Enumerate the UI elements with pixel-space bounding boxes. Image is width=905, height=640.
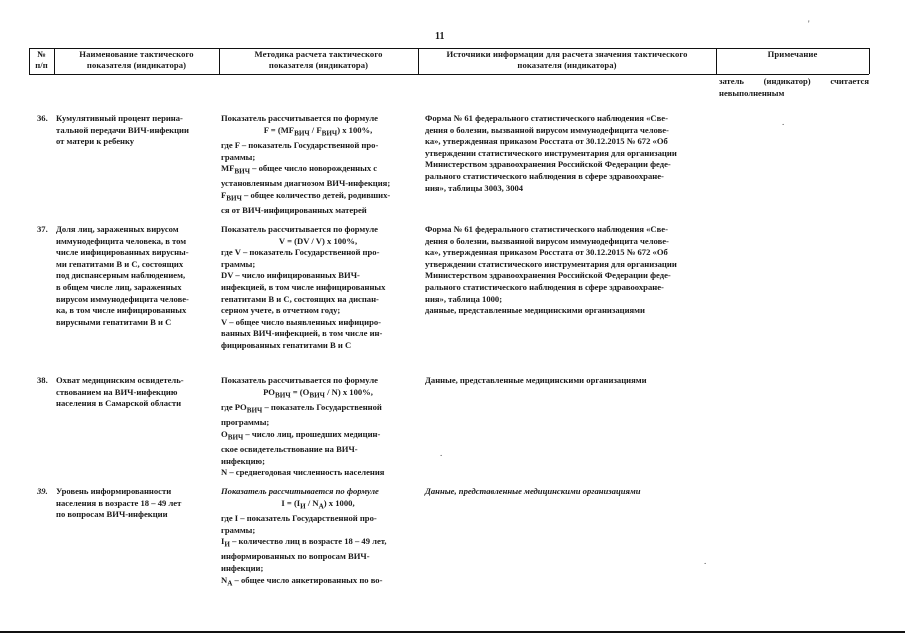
text-line: Охват медицинским освидетель- bbox=[56, 375, 184, 385]
text-line: граммы; bbox=[221, 258, 256, 269]
text-line: граммы; bbox=[221, 151, 256, 162]
text-line: где F – показатель Государственной про- bbox=[221, 139, 379, 150]
text-line: инфекцией, в том числе инфицированных bbox=[221, 281, 386, 292]
text-line: рального статистического наблюдения в сфере здравоохране- bbox=[425, 281, 664, 292]
text-line: $O_{ВИЧ}$ – число лиц, прошедших медицин- bbox=[221, 428, 381, 442]
text-line: от матери к ребенку bbox=[56, 136, 135, 147]
page-number: 11 bbox=[435, 31, 445, 42]
text-line: Форма № 61 федерального статистического наблюдения «Све- bbox=[425, 113, 668, 123]
text-line: где I – показатель Государственной про- bbox=[221, 512, 377, 523]
text-line: вирусом иммунодефицита челове- bbox=[56, 293, 189, 304]
scan-mark: ' bbox=[808, 19, 810, 29]
information-source bbox=[425, 113, 715, 194]
calculation-method bbox=[221, 375, 415, 479]
text-line: Данные, представленные медицинскими организациями bbox=[425, 486, 641, 496]
formula: $F = (MF_{ВИЧ} / F_{ВИЧ})$ x 100%, bbox=[263, 124, 373, 138]
header-note-column bbox=[716, 49, 869, 73]
text-line: ка», утвержденная приказом Росстата от 30.12.2015 № 672 «Об bbox=[425, 247, 668, 258]
header-source-column bbox=[418, 49, 716, 73]
text-line: Показатель рассчитывается по формуле bbox=[221, 113, 378, 123]
text-line: инфекцию; bbox=[221, 455, 265, 466]
header-method-column bbox=[219, 49, 418, 73]
text-line: дения о болезни, вызванной вирусом иммунодефицита челове- bbox=[425, 124, 669, 135]
text-line: граммы; bbox=[221, 524, 256, 535]
indicator-name bbox=[56, 224, 216, 328]
text-line: Министерством здравоохранения Российской Федерации феде- bbox=[425, 159, 671, 170]
text-line: ванных ВИЧ-инфекцией, в том числе ин- bbox=[221, 328, 383, 339]
text-line: утверждении статистического инструментария для организации bbox=[425, 258, 677, 269]
formula: $PO_{ВИЧ} = (O_{ВИЧ} / N)$ x 100%, bbox=[263, 386, 373, 400]
text-line: ния», таблицы 3003, 3004 bbox=[425, 182, 524, 193]
text-line: Министерством здравоохранения Российской Федерации феде- bbox=[425, 270, 671, 281]
calculation-method bbox=[221, 486, 415, 590]
header-line: п/п bbox=[35, 60, 48, 70]
table-header-bottom-rule bbox=[29, 74, 869, 75]
header-number-column bbox=[29, 49, 54, 73]
text-line: установленным диагнозом ВИЧ-инфекция; bbox=[221, 178, 391, 189]
page-bottom-rule bbox=[0, 631, 905, 633]
text-line: где V – показатель Государственной про- bbox=[221, 247, 380, 258]
text-line: населения в возрасте 18 – 49 лет bbox=[56, 497, 182, 508]
text-line: гепатитами В и С, состоящих на диспан- bbox=[221, 293, 379, 304]
text-line: вирусными гепатитами В и С bbox=[56, 316, 172, 327]
text-line: ствованием на ВИЧ-инфекцию bbox=[56, 386, 178, 397]
information-source bbox=[425, 486, 715, 498]
text-line: тальной передачи ВИЧ-инфекции bbox=[56, 124, 189, 135]
text-line: Доля лиц, зараженных вирусом bbox=[56, 224, 179, 234]
text-line: программы; bbox=[221, 417, 270, 428]
scan-mark: . bbox=[782, 117, 785, 127]
scan-mark: . bbox=[440, 448, 443, 458]
text-line: ми гепатитами В и С, состоящих bbox=[56, 258, 184, 269]
header-line: показателя (индикатора) bbox=[86, 60, 187, 70]
header-line: № bbox=[37, 49, 46, 59]
text-line: Показатель рассчитывается по формуле bbox=[221, 224, 378, 234]
text-line: ся от ВИЧ-инфицированных матерей bbox=[221, 205, 367, 216]
information-source bbox=[425, 224, 715, 317]
scan-mark: . bbox=[704, 556, 707, 566]
row-number: 38. bbox=[37, 375, 48, 385]
text-line: иммунодефицита человека, в том bbox=[56, 235, 187, 246]
text-line: где $PO_{ВИЧ}$ – показатель Государственной bbox=[221, 401, 382, 415]
row-number: 39. bbox=[37, 486, 48, 496]
formula: $I = (I_И / N_А)$ x 1000, bbox=[281, 497, 355, 511]
text-line: ка, в том числе инфицированных bbox=[56, 305, 187, 316]
header-line: Источники информации для расчета значения тактического bbox=[446, 49, 688, 59]
text-line: $MF_{ВИЧ}$ – общее число новорожденных с bbox=[221, 163, 378, 176]
text-line: $N_А$ – общее число анкетированных по во- bbox=[221, 574, 383, 588]
text-line: DV – число инфицированных ВИЧ- bbox=[221, 270, 360, 281]
formula: V = (DV / V) x 100%, bbox=[278, 235, 358, 246]
note-continuation: затель (индикатор) считается невыполненным bbox=[719, 76, 869, 98]
text-line: Данные, представленные медицинскими организациями bbox=[425, 375, 647, 385]
text-line: Показатель рассчитывается по формуле bbox=[221, 375, 378, 385]
indicator-name bbox=[56, 113, 216, 148]
text-line: ское освидетельствование на ВИЧ- bbox=[221, 444, 358, 455]
row-number: 37. bbox=[37, 224, 48, 234]
text-line: серном учете, в отчетном году; bbox=[221, 305, 341, 316]
header-line: показателя (индикатора) bbox=[517, 60, 617, 70]
text-line: числе инфицированных вирусны- bbox=[56, 247, 189, 258]
text-line: фицированных гепатитами В и С bbox=[221, 339, 352, 350]
text-line: Показатель рассчитывается по формуле bbox=[221, 486, 379, 496]
text-line: Форма № 61 федерального статистического наблюдения «Све- bbox=[425, 224, 668, 234]
text-line: данные, представленные медицинскими организациями bbox=[425, 305, 645, 316]
text-line: под диспансерным наблюдением, bbox=[56, 270, 186, 281]
text-line: утверждении статистического инструментария для организации bbox=[425, 147, 677, 158]
header-name-column bbox=[54, 49, 219, 73]
header-line: Примечание bbox=[767, 49, 818, 59]
text-line: Кумулятивный процент перина- bbox=[56, 113, 183, 123]
text-line: дения о болезни, вызванной вирусом иммунодефицита челове- bbox=[425, 235, 669, 246]
indicator-name bbox=[56, 375, 216, 410]
text-line: в общем числе лиц, зараженных bbox=[56, 281, 182, 292]
row-number: 36. bbox=[37, 113, 48, 123]
text-line: ка», утвержденная приказом Росстата от 30.12.2015 № 672 «Об bbox=[425, 136, 668, 147]
text-line: населения в Самарской области bbox=[56, 398, 182, 409]
indicator-name bbox=[56, 486, 216, 521]
text-line: V – общее число выявленных инфициро- bbox=[221, 316, 382, 327]
header-line: показателя (индикатора) bbox=[268, 60, 369, 70]
text-line: Уровень информированности bbox=[56, 486, 172, 496]
calculation-method bbox=[221, 224, 415, 352]
header-line: Методика расчета тактического bbox=[254, 49, 383, 59]
text-line: N – среднегодовая численность населения bbox=[221, 467, 385, 478]
text-line: ния», таблица 1000; bbox=[425, 293, 503, 304]
header-line: Наименование тактического bbox=[79, 49, 194, 59]
text-line: $I_И$ – количество лиц в возрасте 18 – 49 лет, bbox=[221, 536, 387, 549]
text-line: инфекции; bbox=[221, 563, 264, 573]
column-divider bbox=[869, 48, 870, 74]
text-line: по вопросам ВИЧ-инфекции bbox=[56, 509, 168, 520]
information-source bbox=[425, 375, 715, 387]
text-line: $F_{ВИЧ}$ – общее количество детей, родивших- bbox=[221, 190, 391, 203]
text-line: рального статистического наблюдения в сфере здравоохране- bbox=[425, 170, 664, 181]
calculation-method bbox=[221, 113, 415, 217]
text-line: информированных по вопросам ВИЧ- bbox=[221, 551, 370, 562]
